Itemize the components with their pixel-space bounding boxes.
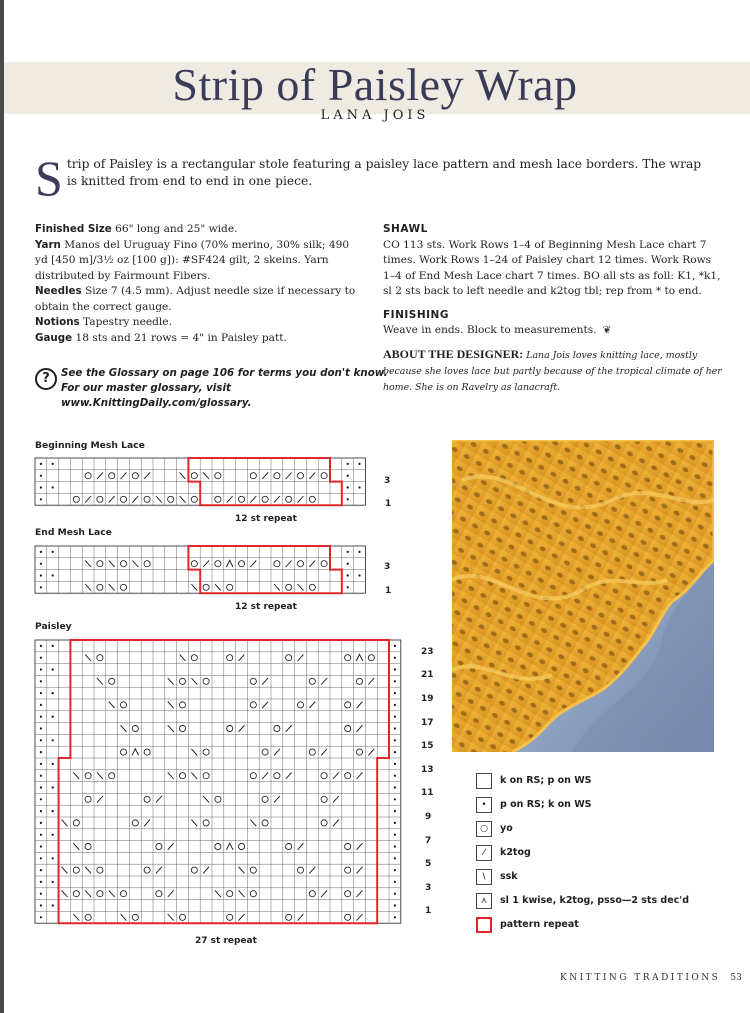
purl-dot	[40, 810, 42, 812]
chart-row-number: 9	[425, 812, 432, 822]
purl-dot	[40, 498, 42, 500]
purl-dot	[40, 798, 42, 800]
purl-dot	[40, 869, 42, 871]
purl-dot	[52, 692, 54, 694]
purl-dot	[347, 586, 349, 588]
purl-dot	[40, 786, 42, 788]
purl-dot	[40, 739, 42, 741]
legend-item: \ ssk	[476, 868, 736, 888]
purl-dot	[394, 645, 396, 647]
page-binding-edge	[0, 0, 4, 1013]
purl-dot	[52, 810, 54, 812]
purl-dot	[52, 716, 54, 718]
purl-dot	[347, 563, 349, 565]
purl-dot	[40, 834, 42, 836]
legend-item: pattern repeat	[476, 916, 736, 936]
purl-dot	[394, 893, 396, 895]
purl-dot	[394, 763, 396, 765]
purl-dot	[52, 645, 54, 647]
purl-dot	[52, 574, 54, 576]
glossary-text: See the Glossary on page 106 for terms you don't know. For our master glossary, visit www.KnittingDaily.com/glossary.	[61, 367, 388, 409]
purl-dot	[347, 463, 349, 465]
purl-dot	[394, 810, 396, 812]
purl-dot	[40, 668, 42, 670]
purl-dot	[52, 881, 54, 883]
chart-row-number: 1	[425, 906, 432, 917]
purl-dot	[394, 845, 396, 847]
end-mark-icon: ❦	[602, 324, 612, 336]
purl-dot	[358, 486, 360, 488]
purl-dot	[394, 916, 396, 918]
shawl-text: CO 113 sts. Work Rows 1–4 of Beginning Mesh Lace chart 7 times. Work Rows 1–24 of Paisley chart 12 times. Work Rows 1–4 of End Mesh Lace chart 7 times. BO all sts as foll: K1, *k1, sl 2 sts back to left needle and k2tog tbl; rep from * to end.	[383, 238, 721, 297]
repeat-label-paisley: 27 st repeat	[195, 936, 257, 946]
purl-dot	[394, 668, 396, 670]
repeat-label-end: 12 st repeat	[235, 602, 297, 612]
purl-dot	[347, 475, 349, 477]
purl-dot	[40, 645, 42, 647]
purl-dot	[40, 916, 42, 918]
purl-dot	[40, 563, 42, 565]
purl-dot	[40, 893, 42, 895]
purl-dot	[394, 822, 396, 824]
purl-dot	[347, 551, 349, 553]
page-title: Strip of Paisley Wrap	[172, 59, 578, 110]
purl-dot	[40, 727, 42, 729]
publication-name: KNITTING TRADITIONS	[560, 973, 721, 983]
purl-dot	[40, 551, 42, 553]
chart-title-beginning: Beginning Mesh Lace	[35, 440, 145, 451]
red-square-icon	[476, 917, 492, 933]
purl-dot	[347, 486, 349, 488]
purl-dot	[394, 834, 396, 836]
purl-dot	[52, 486, 54, 488]
purl-dot	[52, 551, 54, 553]
purl-dot	[52, 739, 54, 741]
purl-dot	[40, 822, 42, 824]
beginning-mesh-lace-chart	[35, 458, 375, 506]
spec-notions: Notions Tapestry needle.	[35, 316, 172, 328]
purl-dot	[40, 857, 42, 859]
purl-dot	[40, 475, 42, 477]
chart-row-number: 11	[421, 788, 434, 799]
about-heading: ABOUT THE DESIGNER:	[383, 346, 524, 361]
chart-row-number: 13	[421, 764, 434, 775]
chart-row-number: 21	[421, 670, 434, 681]
purl-dot	[40, 904, 42, 906]
chart-row-number: 23	[421, 646, 434, 657]
chart-title-paisley: Paisley	[35, 621, 72, 632]
purl-dot	[394, 704, 396, 706]
legend-item: • p on RS; k on WS	[476, 796, 736, 816]
purl-dot	[347, 574, 349, 576]
specs-column	[35, 222, 365, 346]
purl-dot	[40, 486, 42, 488]
end-mesh-lace-chart	[35, 546, 375, 594]
purl-dot	[52, 857, 54, 859]
purl-dot	[394, 869, 396, 871]
spec-finished-size: Finished Size 66" long and 25" wide.	[35, 223, 238, 235]
chart-row-number: 3	[384, 476, 391, 486]
purl-dot	[40, 775, 42, 777]
purl-dot	[394, 881, 396, 883]
about-text: Lana Jois loves knitting lace, mostly because she loves lace but partly because of the tropical climate of her home. She is on Ravelry as lanacraft.	[383, 349, 722, 393]
chart-row-number: 1	[385, 499, 392, 509]
purl-dot	[40, 680, 42, 682]
purl-dot	[40, 881, 42, 883]
purl-dot	[347, 498, 349, 500]
purl-dot	[40, 463, 42, 465]
finishing-text: Weave in ends. Block to measurements.	[383, 324, 597, 336]
circle-icon: ○	[476, 821, 492, 837]
legend-item: ⋏ sl 1 kwise, k2tog, psso—2 sts dec'd	[476, 892, 736, 912]
purl-dot	[40, 751, 42, 753]
finishing-heading: FINISHING	[383, 308, 449, 321]
legend-item: ○ yo	[476, 820, 736, 840]
page-footer	[560, 973, 742, 983]
purl-dot	[394, 716, 396, 718]
purl-dot	[52, 834, 54, 836]
spec-yarn: Yarn Manos del Uruguay Fino (70% merino, 30% silk; 490 yd [450 m]/3½ oz [100 g]): #SF424 gilt, 2 skeins. Yarn distributed by Fairmount Fibers.	[35, 238, 350, 282]
purl-dot	[394, 786, 396, 788]
shawl-heading: SHAWL	[383, 223, 428, 235]
purl-dot	[394, 727, 396, 729]
question-icon: ?	[35, 368, 57, 390]
chart-row-number: 3	[384, 562, 391, 572]
page-number: 53	[730, 973, 742, 983]
legend-item: ⁄ k2tog	[476, 844, 736, 864]
purl-dot	[394, 680, 396, 682]
instructions-column	[383, 222, 723, 396]
glossary-note	[35, 366, 388, 409]
purl-dot	[40, 704, 42, 706]
intro-paragraph	[35, 150, 715, 206]
purl-dot	[358, 574, 360, 576]
purl-dot	[40, 574, 42, 576]
purl-dot	[40, 692, 42, 694]
chart-row-number: 1	[385, 586, 392, 596]
chart-row-number: 19	[421, 694, 434, 704]
purl-dot	[52, 463, 54, 465]
spec-gauge: Gauge 18 sts and 21 rows = 4" in Paisley patt.	[35, 331, 287, 344]
intro-text: trip of Paisley is a rectangular stole featuring a paisley lace pattern and mesh lace borders. The wrap is knitted from end to end in one piece.	[66, 157, 702, 188]
legend-item: k on RS; p on WS	[476, 772, 736, 792]
purl-dot	[52, 904, 54, 906]
purl-dot	[394, 775, 396, 777]
purl-dot	[394, 751, 396, 753]
about-designer	[383, 347, 723, 396]
purl-dot	[394, 657, 396, 659]
purl-dot	[40, 586, 42, 588]
purl-dot	[52, 668, 54, 670]
empty-square-icon	[476, 773, 492, 789]
chart-row-number: 7	[425, 835, 432, 846]
chart-row-number: 3	[425, 882, 432, 893]
purl-dot	[394, 904, 396, 906]
purl-dot	[394, 857, 396, 859]
dot-icon: •	[476, 797, 492, 813]
chart-row-number: 17	[421, 717, 434, 728]
paisley-chart	[35, 640, 420, 925]
backslash-icon: \	[476, 869, 492, 885]
purl-dot	[358, 463, 360, 465]
repeat-label-beginning: 12 st repeat	[235, 514, 297, 524]
author-name: LANA JOIS	[320, 108, 430, 123]
drop-cap: S	[35, 150, 63, 206]
purl-dot	[40, 657, 42, 659]
purl-dot	[394, 692, 396, 694]
double-decrease-icon: ⋏	[476, 893, 492, 909]
spec-needles: Needles Size 7 (4.5 mm). Adjust needle size if necessary to obtain the correct gauge.	[35, 285, 356, 313]
purl-dot	[358, 551, 360, 553]
finishing-line	[383, 323, 723, 339]
purl-dot	[394, 798, 396, 800]
purl-dot	[52, 763, 54, 765]
purl-dot	[40, 763, 42, 765]
chart-row-number: 15	[421, 741, 434, 752]
chart-row-number: 5	[425, 859, 432, 870]
purl-dot	[52, 786, 54, 788]
purl-dot	[40, 716, 42, 718]
lace-photo-illustration	[452, 440, 714, 752]
chart-title-end: End Mesh Lace	[35, 527, 112, 538]
purl-dot	[40, 845, 42, 847]
lace-photo	[452, 440, 714, 752]
purl-dot	[394, 739, 396, 741]
slash-icon: ⁄	[476, 845, 492, 861]
